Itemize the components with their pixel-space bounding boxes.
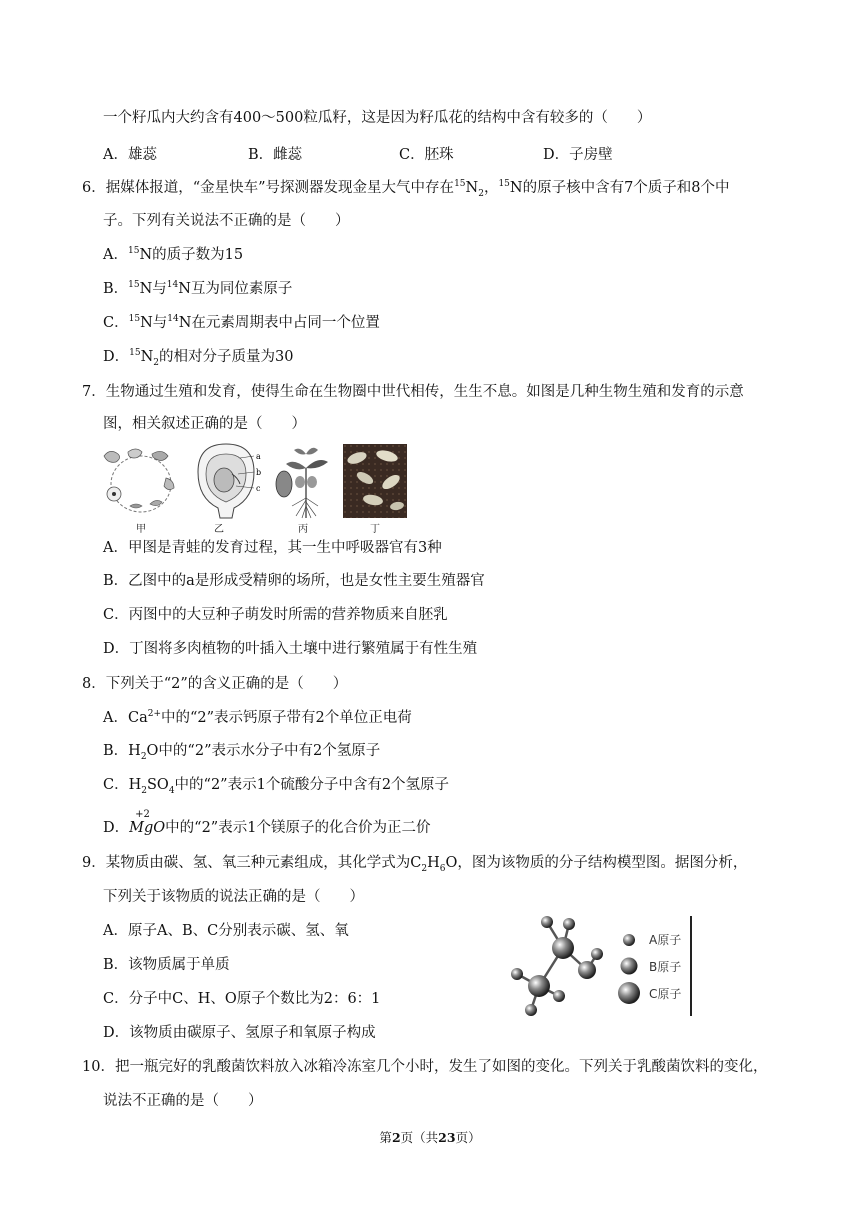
q5-option-c[interactable]: C．胚珠 xyxy=(399,147,454,163)
q5-option-d[interactable]: D．子房壁 xyxy=(543,147,613,163)
fig-label-jia: 甲 xyxy=(136,524,146,535)
q7-option-a[interactable]: A．甲图是青蛙的发育过程，其一生中呼吸器官有3种 xyxy=(103,540,442,556)
q6-stem-line2: 子。下列有关说法不正确的是（ ） xyxy=(103,213,350,229)
q6-option-b[interactable]: B．$^{15}$N与$^{14}$N互为同位素原子 xyxy=(103,280,293,297)
q6-option-c[interactable]: C．$^{15}$N与$^{14}$N在元素周期表中占同一个位置 xyxy=(103,314,380,331)
label-b: b xyxy=(256,468,262,477)
q7-stem-line2: 图，相关叙述正确的是（ ） xyxy=(103,416,306,432)
molecule-model-figure xyxy=(505,910,705,1020)
fig-label-ding: 丁 xyxy=(370,524,380,535)
q5-options xyxy=(103,143,703,163)
q7-figures xyxy=(100,440,420,535)
fig-label-yi: 乙 xyxy=(214,524,224,535)
q5-stem: 一个籽瓜内大约含有400～500粒瓜籽，这是因为籽瓜花的结构中含有较多的（ ） xyxy=(103,110,652,126)
q8-option-d[interactable]: D． +2 MgO中的“2”表示1个镁原子的化合价为正二价 xyxy=(103,818,430,838)
q9-stem-line1: 9．某物质由碳、氢、氧三种元素组成，其化学式为$C_2H_6O$，图为该物质的分子结构模型图。据图分析， xyxy=(82,855,748,874)
page-footer: 第2页（共23页） xyxy=(379,1130,481,1145)
valence-mark: +2 xyxy=(135,809,150,820)
label-a: a xyxy=(256,452,261,461)
label-c: c xyxy=(256,484,261,493)
q7-option-b[interactable]: B．乙图中的a是形成受精卵的场所，也是女性主要生殖器官 xyxy=(103,573,485,589)
succulent-leaves-figure xyxy=(343,444,407,518)
q9-option-a[interactable]: A．原子A、B、C分别表示碳、氢、氧 xyxy=(103,923,349,939)
q5-option-b[interactable]: B．雌蕊 xyxy=(248,147,303,163)
q10-stem-line2: 说法不正确的是（ ） xyxy=(103,1093,263,1109)
q9-option-c[interactable]: C．分子中C、H、O原子个数比为2：6：1 xyxy=(103,991,381,1007)
legend-c-atom: C原子 xyxy=(649,987,682,1001)
q6-stem-line1: 6．据媒体报道，“金星快车”号探测器发现金星大气中存在$^{15}N_2$，$^{15}$N的原子核中含有7个质子和8个中 xyxy=(82,179,730,199)
q9-option-b[interactable]: B．该物质属于单质 xyxy=(103,957,230,973)
q7-option-d[interactable]: D．丁图将多肉植物的叶插入土壤中进行繁殖属于有性生殖 xyxy=(103,641,478,657)
legend-a-atom: A原子 xyxy=(649,933,682,947)
q8-stem: 8．下列关于“2”的含义正确的是（ ） xyxy=(82,676,348,692)
bean-germination-figure xyxy=(270,440,340,520)
fig-label-bing: 丙 xyxy=(298,524,308,535)
q9-option-d[interactable]: D．该物质由碳原子、氢原子和氧原子构成 xyxy=(103,1025,376,1041)
uterus-figure xyxy=(188,442,268,520)
legend-b-atom: B原子 xyxy=(649,960,682,974)
frog-life-cycle-figure xyxy=(100,444,182,518)
q9-stem-line2: 下列关于该物质的说法正确的是（ ） xyxy=(103,889,364,905)
q5-option-a[interactable]: A．雄蕊 xyxy=(103,147,157,163)
q8-option-b[interactable]: B．$H_2O$中的“2”表示水分子中有2个氢原子 xyxy=(103,743,381,762)
q6-option-a[interactable]: A．$^{15}$N的质子数为15 xyxy=(103,246,244,263)
q7-option-c[interactable]: C．丙图中的大豆种子萌发时所需的营养物质来自胚乳 xyxy=(103,607,448,623)
q8-option-a[interactable]: A．$Ca^{2+}$中的“2”表示钙原子带有2个单位正电荷 xyxy=(103,709,412,726)
q6-option-d[interactable]: D．$^{15}N_2$的相对分子质量为30 xyxy=(103,348,294,368)
q10-stem-line1: 10．把一瓶完好的乳酸菌饮料放入冰箱冷冻室几个小时，发生了如图的变化。下列关于乳酸菌饮料的变化， xyxy=(82,1059,768,1075)
q8-option-c[interactable]: C．$H_2SO_4$中的“2”表示1个硫酸分子中含有2个氢原子 xyxy=(103,777,450,796)
q7-stem-line1: 7．生物通过生殖和发育，使得生命在生物圈中世代相传，生生不息。如图是几种生物生殖和发育的示意 xyxy=(82,384,744,400)
